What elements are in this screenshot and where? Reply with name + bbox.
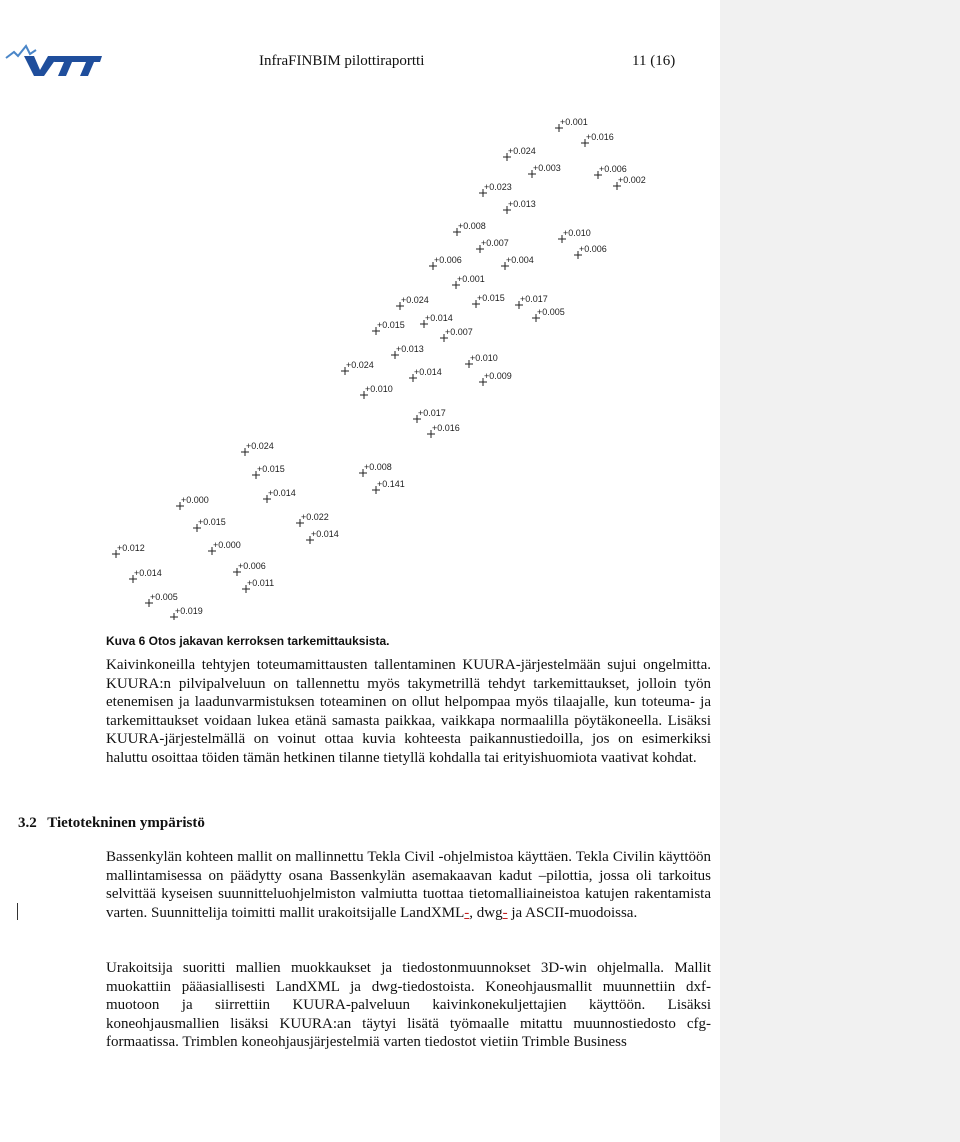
survey-point-label: +0.015 [477,293,505,303]
survey-point-label: +0.009 [484,371,512,381]
survey-point-label: +0.017 [520,294,548,304]
survey-point [472,293,505,308]
survey-point [145,592,178,607]
survey-point [242,578,274,593]
survey-point-label: +0.000 [181,495,209,505]
survey-point [372,479,405,494]
survey-point-label: +0.024 [346,360,374,370]
page-number: 11 (16) [632,53,676,69]
survey-point-label: +0.000 [213,540,241,550]
survey-point [503,146,536,161]
survey-point-label: +0.014 [268,488,296,498]
survey-point-label: +0.014 [134,568,162,578]
survey-point [129,568,162,583]
survey-point [341,360,374,375]
survey-points-figure [104,105,664,620]
survey-point [396,295,429,310]
document-title: InfraFINBIM pilottiraportti [259,53,425,69]
figure-caption: Kuva 6 Otos jakavan kerroksen tarkemittauksista. [106,634,390,648]
survey-point [440,327,473,342]
survey-point-label: +0.008 [458,221,486,231]
paragraph-2 [106,848,711,922]
survey-point-label: +0.019 [175,606,203,616]
survey-point-label: +0.010 [563,228,591,238]
revision-change-bar [17,903,18,920]
survey-point [391,344,424,359]
paragraph-2-text-c: ja ASCII-muodoissa. [507,904,638,921]
survey-point [170,606,203,620]
survey-point-label: +0.006 [238,561,266,571]
survey-point-label: +0.016 [432,423,460,433]
section-title: Tietotekninen ympäristö [47,815,205,831]
survey-point-label: +0.001 [560,117,588,127]
survey-point [252,464,285,479]
survey-point [528,163,561,178]
survey-point-label: +0.023 [484,182,512,192]
survey-point-label: +0.001 [457,274,485,284]
survey-point-label: +0.006 [599,164,627,174]
survey-point [420,313,453,328]
survey-point-label: +0.002 [618,175,646,185]
survey-point-label: +0.012 [117,543,145,553]
survey-point-label: +0.014 [425,313,453,323]
survey-point [452,274,485,289]
survey-point-label: +0.003 [533,163,561,173]
section-heading [18,815,205,832]
survey-point-label: +0.013 [396,344,424,354]
survey-point [479,371,512,386]
survey-point [503,199,536,214]
survey-point-label: +0.005 [537,307,565,317]
paragraph-3: Urakoitsija suoritti mallien muokkaukset ja tiedostonmuunnokset 3D-win ohjelmalla. Mallit muokattiin pääasiallisesti LandXML ja dwg-tiedostoista. Koneohjausmallit muunnettiin dxf-muotoon ja siirrettiin KUURA-palveluun kaivinkonekuljettajien käyttöön. Lisäksi koneohjausmallien lisäksi KUURA:an täytyi lisätä työmaalle mitattu muunnostiedosto cfg-formaatissa. Trimblen koneohjausjärjestelmiä varten tiedostot vietiin Trimble Business [106,960,711,1051]
section-number: 3.2 [18,815,37,831]
paragraph-2-text-a: Bassenkylän kohteen mallit on mallinnettu Tekla Civil -ohjelmistoa käyttäen. Tekla Civilin käyttöön mallintamisessa on päädytty osana Bassenkylän asemakaavan kadut –pilottia, jossa oli tarkoitus selvittää kyseisen suunnitteluohjelmiston valmiutta tuottaa tietomalliaineistoa katujen rakentamista varten. Suunnittelija toimitti mallit urakoitsijalle LandXML [106,849,711,921]
survey-point [558,228,591,243]
survey-point-label: +0.016 [586,132,614,142]
survey-point-label: +0.015 [257,464,285,474]
vtt-logo [4,38,104,78]
survey-point [532,307,565,322]
survey-point-label: +0.014 [414,367,442,377]
survey-point [476,238,509,253]
survey-point [193,517,226,532]
survey-point [479,182,512,197]
survey-point-label: +0.024 [401,295,429,305]
survey-point-label: +0.013 [508,199,536,209]
survey-point [359,462,392,477]
survey-point [581,132,614,147]
survey-point [112,543,145,558]
survey-point-label: +0.014 [311,529,339,539]
survey-point [176,495,209,510]
survey-point [429,255,462,270]
survey-point [241,441,274,456]
survey-point-label: +0.141 [377,479,405,489]
survey-point-label: +0.022 [301,512,329,522]
survey-point [465,353,498,368]
survey-point-label: +0.017 [418,408,446,418]
margin-comment-pane [720,0,960,1142]
survey-point [233,561,266,576]
survey-point-label: +0.008 [364,462,392,472]
paragraph-2-text-b: , dwg [469,904,503,921]
survey-point-label: +0.010 [470,353,498,363]
survey-point [555,117,588,132]
survey-point [296,512,329,527]
tracked-insertion: - [502,904,508,921]
survey-point-label: +0.015 [377,320,405,330]
tracked-insertion: - [464,904,470,921]
survey-point [263,488,296,503]
survey-point [427,423,460,438]
survey-point-label: +0.006 [579,244,607,254]
survey-point [574,244,607,259]
survey-point-label: +0.004 [506,255,534,265]
paragraph-1: Kaivinkoneilla tehtyjen toteumamittausten tallentaminen KUURA-järjestelmään sujui ongelmitta. KUURA:n pilvipalveluun on tallennettu myös takymetrillä tehdyt tarkemittaukset, jolloin työn etenemisen ja laadunvarmistuksen toteaminen on ollut helpompaa myös tilaajalle, kun toteuma- ja tarkemittaukset voidaan lukea etänä samasta paikkaa, vaikkapa normaalilla pöytäkoneella. Lisäksi KUURA-järjestelmällä on voinut ottaa kuvia kohteesta paikannustiedoilla, jos on esimerkiksi haluttu osoittaa töiden tämän hetkinen tilanne tietyllä kohdalla tai erityishuomiota vaativat kohdat. [106,657,711,766]
survey-point [306,529,339,544]
survey-point [453,221,486,236]
survey-point [360,384,393,399]
survey-point-label: +0.007 [481,238,509,248]
survey-point [501,255,534,270]
survey-point-label: +0.006 [434,255,462,265]
survey-point [372,320,405,335]
survey-point-label: +0.024 [246,441,274,451]
survey-point-label: +0.015 [198,517,226,527]
survey-point [413,408,446,423]
survey-point-label: +0.024 [508,146,536,156]
survey-point-label: +0.011 [247,578,275,588]
survey-point-label: +0.010 [365,384,393,394]
survey-point [208,540,241,555]
survey-point-label: +0.007 [445,327,473,337]
survey-point [613,175,646,190]
survey-point-label: +0.005 [150,592,178,602]
survey-point [409,367,442,382]
